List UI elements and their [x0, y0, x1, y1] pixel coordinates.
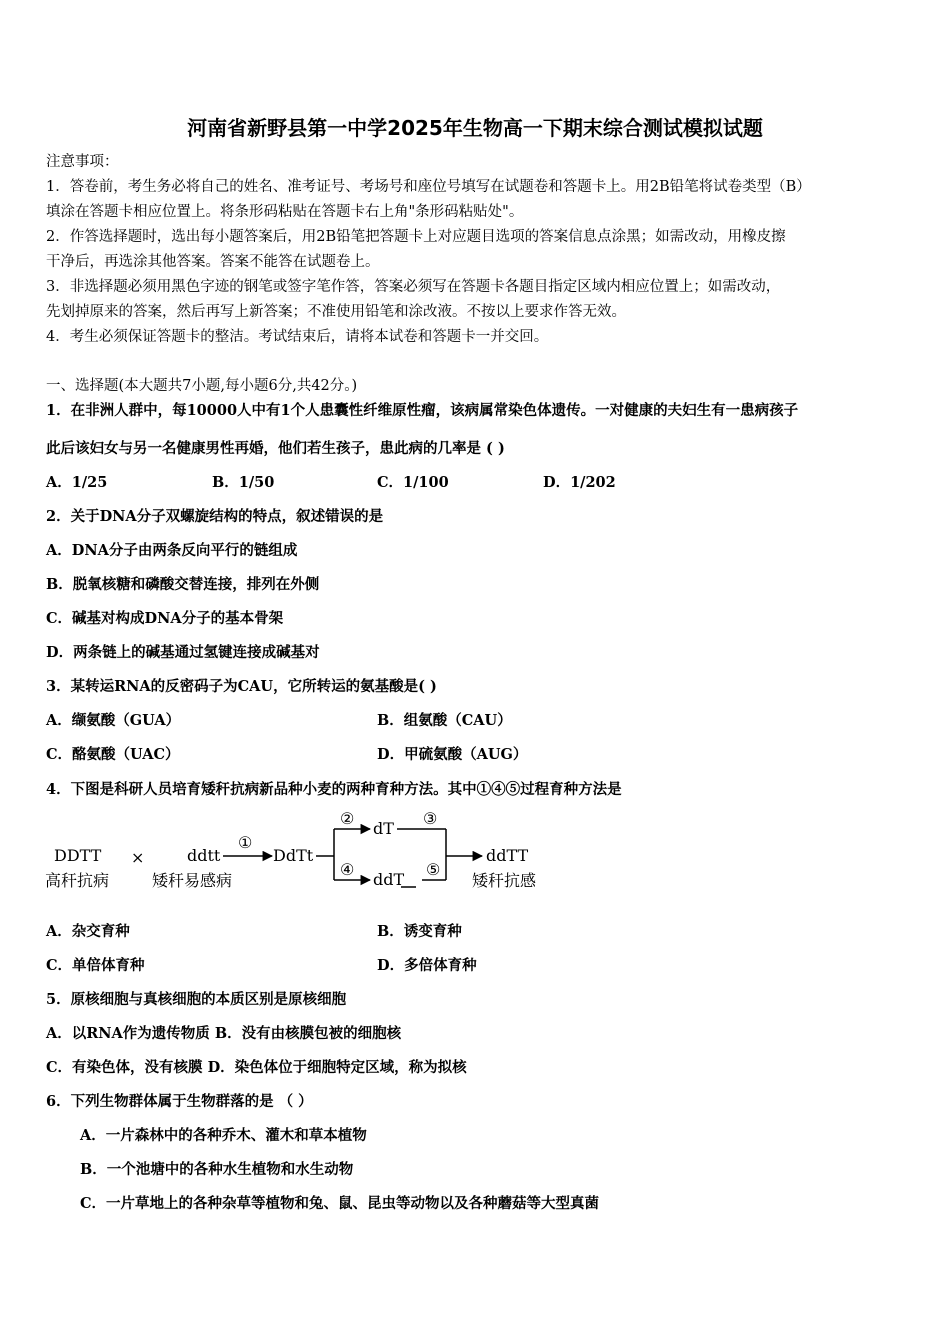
- q1-option-d: D．1/202: [543, 474, 616, 491]
- q1-stem-line2: 此后该妇女与另一名健康男性再婚，他们若生孩子，患此病的几率是 ( ): [46, 440, 505, 457]
- q3-option-b: B．组氨酸（CAU）: [377, 712, 512, 729]
- q6-option-a: A．一片森林中的各种乔木、灌木和草本植物: [80, 1127, 367, 1144]
- f1-genotype: DdTt: [273, 846, 314, 865]
- notes-line: 先划掉原来的答案，然后再写上新答案；不准使用铅笔和涂改液。不按以上要求作答无效。: [46, 304, 626, 320]
- q1-option-b: B．1/50: [212, 474, 275, 491]
- result-genotype: ddTT: [486, 846, 529, 865]
- q6-option-c: C．一片草地上的各种杂草等植物和兔、鼠、昆虫等动物以及各种蘑菇等大型真菌: [80, 1195, 600, 1212]
- notes-line: 1．答卷前，考生务必将自己的姓名、准考证号、考场号和座位号填写在试题卷和答题卡上。用2B铅笔将试卷类型（B）: [46, 179, 811, 195]
- lower-genotype: ddT: [373, 870, 405, 889]
- parent1-trait: 高秆抗病: [45, 871, 110, 890]
- cross-symbol: ×: [131, 848, 145, 867]
- q5-options-ab: A．以RNA作为遗传物质 B．没有由核膜包被的细胞核: [46, 1025, 402, 1042]
- q6-option-b: B．一个池塘中的各种水生植物和水生动物: [80, 1161, 354, 1178]
- q4-option-c: C．单倍体育种: [46, 957, 145, 974]
- q2-option-c: C．碱基对构成DNA分子的基本骨架: [46, 610, 284, 627]
- step5-label: ⑤: [426, 860, 441, 879]
- notes-line: 填涂在答题卡相应位置上。将条形码粘贴在答题卡右上角"条形码粘贴处"。: [46, 204, 524, 220]
- q3-option-c: C．酪氨酸（UAC）: [46, 746, 180, 763]
- q4-option-a: A．杂交育种: [46, 923, 130, 940]
- step2-label: ②: [340, 809, 355, 828]
- q3-option-a: A．缬氨酸（GUA）: [46, 712, 181, 729]
- page-title: 河南省新野县第一中学2025年生物高一下期末综合测试模拟试题: [187, 116, 763, 140]
- q5-options-cd: C．有染色体，没有核膜 D．染色体位于细胞特定区域，称为拟核: [46, 1059, 467, 1076]
- q4-option-b: B．诱变育种: [377, 923, 462, 940]
- notes-line: 4．考生必须保证答题卡的整洁。考试结束后，请将本试卷和答题卡一并交回。: [46, 329, 549, 345]
- upper-genotype: dT: [373, 819, 394, 838]
- parent1-genotype: DDTT: [54, 846, 102, 865]
- q2-option-a: A．DNA分子由两条反向平行的链组成: [46, 542, 298, 559]
- q1-stem-line1: 1．在非洲人群中，每10000人中有1个人患囊性纤维原性瘤，该病属常染色体遗传。一对健康的夫妇生有一患病孩子: [46, 402, 799, 419]
- notes-line: 3．非选择题必须用黑色字迹的钢笔或签字笔作答，答案必须写在答题卡各题目指定区域内相应位置上；如需改动，: [46, 279, 781, 295]
- step1-label: ①: [238, 833, 253, 852]
- q6-stem: 6．下列生物群体属于生物群落的是 （ ）: [46, 1093, 313, 1110]
- q3-stem: 3．某转运RNA的反密码子为CAU，它所转运的氨基酸是( ): [46, 678, 437, 695]
- q5-stem: 5．原核细胞与真核细胞的本质区别是原核细胞: [46, 991, 347, 1008]
- section-heading: 一、选择题(本大题共7小题,每小题6分,共42分。): [46, 378, 358, 394]
- q1-option-c: C．1/100: [377, 474, 449, 491]
- q2-stem: 2．关于DNA分子双螺旋结构的特点，叙述错误的是: [46, 508, 384, 525]
- notes-line: 干净后，再选涂其他答案。答案不能答在试题卷上。: [46, 254, 380, 270]
- result-trait: 矮秆抗感: [472, 871, 537, 890]
- q1-option-a: A．1/25: [46, 474, 108, 491]
- q3-option-d: D．甲硫氨酸（AUG）: [377, 746, 528, 763]
- parent2-trait: 矮秆易感病: [152, 871, 233, 890]
- q2-option-d: D．两条链上的碱基通过氢键连接成碱基对: [46, 644, 320, 661]
- q2-option-b: B．脱氧核糖和磷酸交替连接，排列在外侧: [46, 576, 320, 593]
- notes-heading: 注意事项：: [46, 154, 119, 170]
- parent2-genotype: ddtt: [187, 846, 221, 865]
- notes-line: 2．作答选择题时，选出每小题答案后，用2B铅笔把答题卡上对应题目选项的答案信息点涂黑；如需改动，用橡皮擦: [46, 229, 786, 245]
- step4-label: ④: [340, 860, 355, 879]
- q4-stem: 4．下图是科研人员培育矮秆抗病新品种小麦的两种育种方法。其中①④⑤过程育种方法是: [46, 781, 622, 798]
- step3-label: ③: [423, 809, 438, 828]
- breeding-diagram: [40, 804, 560, 900]
- q4-option-d: D．多倍体育种: [377, 957, 477, 974]
